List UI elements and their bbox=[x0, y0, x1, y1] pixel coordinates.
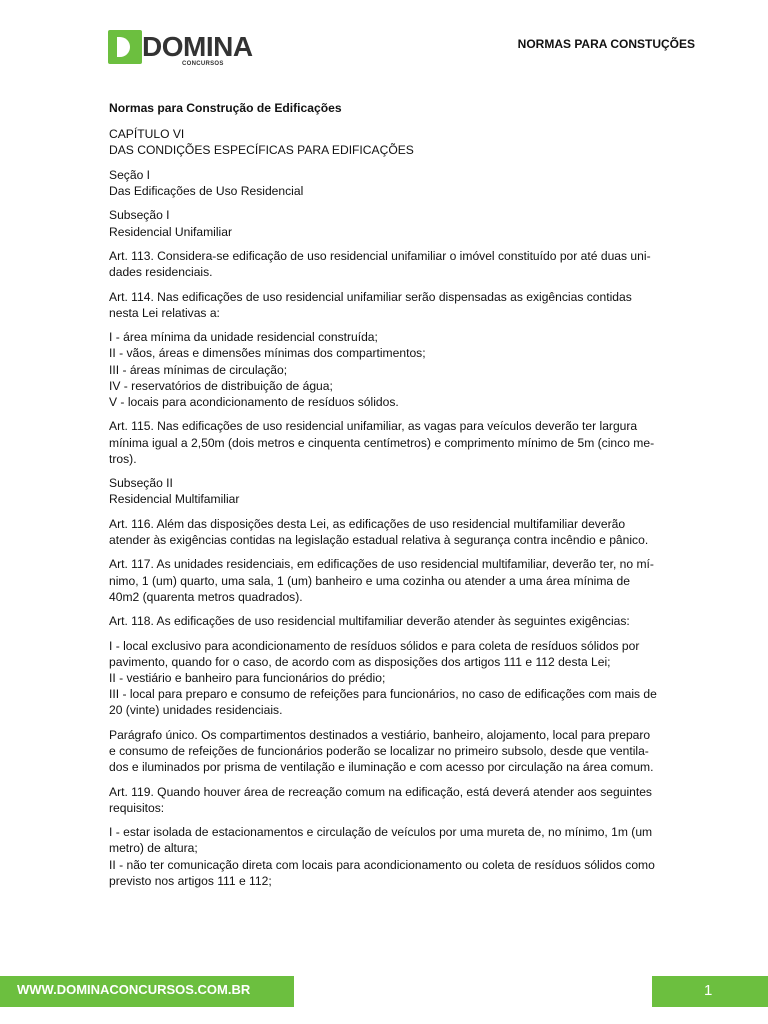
list-art-114: I - área mínima da unidade residencial construída; II - vãos, áreas e dimensões mínimas dos compartimentos; III - áreas mínimas de circulação; IV - reservatórios de distribuição de água; V - locais para acondicionamento de resíduos sólidos. bbox=[109, 330, 426, 409]
document-title: Normas para Construção de Edificações bbox=[109, 101, 342, 115]
paragraph-paragrafo-unico: Parágrafo único. Os compartimentos destinados a vestiário, banheiro, alojamento, local para preparo e consumo de refeições de funcionários poderão se localizar no primeiro subsolo, desde que ventila- dos e iluminados por prisma de ventilação e iluminação e com acesso por circulação na área comum. bbox=[109, 727, 654, 775]
paragraph-art-117: Art. 117. As unidades residenciais, em edificações de uso residencial multifamiliar, deverão ter, no mí- nimo, 1 (um) quarto, uma sala, 1 (um) banheiro e uma cozinha ou atender a uma área mínima de 40m2 (quarenta metros quadrados). bbox=[109, 557, 654, 604]
paragraph-art-119: Art. 119. Quando houver área de recreação comum na edificação, está deverá atender aos seguintes requisitos: bbox=[109, 784, 652, 815]
footer-url-bar bbox=[0, 976, 294, 1007]
header-title: NORMAS PARA CONSTUÇÕES bbox=[517, 37, 695, 51]
paragraph-art-113: Art. 113. Considera-se edificação de uso residencial unifamiliar o imóvel constituído por até duas uni- dades residenciais. bbox=[109, 248, 651, 280]
document-body bbox=[109, 100, 697, 897]
list-art-119: I - estar isolada de estacionamentos e circulação de veículos por uma mureta de, no mínimo, 1m (um metro) de altura; II - não ter comunicação direta com locais para acondicionamento ou coleta de resíduos sólidos como previsto nos artigos 111 e 112; bbox=[109, 825, 655, 888]
paragraph-subsection-1: Subseção I Residencial Unifamiliar bbox=[109, 208, 232, 239]
paragraph-art-114: Art. 114. Nas edificações de uso residencial unifamiliar serão dispensadas as exigências contidas nesta Lei relativas a: bbox=[109, 289, 632, 320]
domina-logo bbox=[108, 30, 253, 72]
paragraph-section: Seção I Das Edificações de Uso Residencial bbox=[109, 167, 304, 198]
paragraph-subsection-2: Subseção II Residencial Multifamiliar bbox=[109, 476, 240, 507]
footer-url-link[interactable]: WWW.DOMINACONCURSOS.COM.BR bbox=[17, 982, 251, 997]
paragraph-art-118: Art. 118. As edificações de uso residencial multifamiliar deverão atender às seguintes exigências: bbox=[109, 614, 630, 629]
logo-wordmark bbox=[142, 30, 253, 64]
list-art-118: I - local exclusivo para acondicionamento de resíduos sólidos e para coleta de resíduos sólidos por pavimento, quando for o caso, de acordo com as disposições dos artigos 111 e 112 desta Lei; II - vestiário e banheiro para funcionários do prédio; III - local para preparo e consumo de refeições para funcionários, no caso de edificações com mais de 20 (vinte) unidades residenciais. bbox=[109, 638, 657, 718]
paragraph-art-116: Art. 116. Além das disposições desta Lei, as edificações de uso residencial multifamiliar deverão atender às exigências contidas na legislação estadual relativa à segurança contra incêndio e pânico. bbox=[109, 516, 649, 547]
logo-subtitle: CONCURSOS bbox=[182, 61, 224, 67]
logo-d-mark bbox=[108, 30, 142, 64]
paragraph-art-115: Art. 115. Nas edificações de uso residencial unifamiliar, as vagas para veículos deverão ter largura mínima igual a 2,50m (dois metros e cinquenta centímetros) e comprimento mínimo de 5m (cinco me- tros). bbox=[109, 419, 655, 466]
page-number: 1 bbox=[704, 982, 713, 999]
paragraph-chapter: CAPÍTULO VI DAS CONDIÇÕES ESPECÍFICAS PARA EDIFICAÇÕES bbox=[109, 127, 414, 158]
logo-text: DOMINA bbox=[142, 31, 253, 62]
footer-page-bar bbox=[652, 976, 768, 1007]
